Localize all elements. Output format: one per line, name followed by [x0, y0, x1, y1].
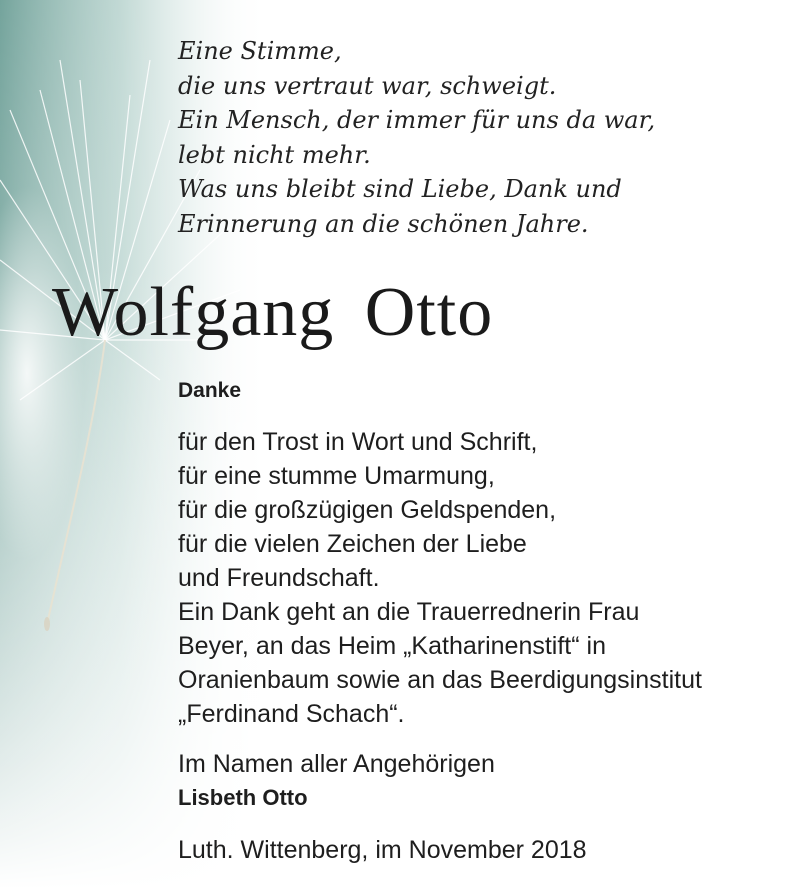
place-date: Luth. Wittenberg, im November 2018 [178, 836, 587, 864]
poem-line: Erinnerung an die schönen Jahre. [178, 209, 589, 238]
signature-intro: Im Namen aller Angehörigen [178, 750, 495, 778]
thanks-line: für eine stumme Umarmung, [178, 462, 495, 490]
thanks-heading: Danke [178, 379, 242, 402]
poem-line: lebt nicht mehr. [178, 140, 371, 169]
signature-block [178, 747, 702, 815]
thanks-line: und Freundschaft. [178, 564, 380, 592]
thanks-line: Beyer, an das Heim „Katharinenstift“ in [178, 632, 606, 660]
poem-line: die uns vertraut war, schweigt. [178, 71, 557, 100]
thanks-section [178, 376, 702, 867]
poem-line: Ein Mensch, der immer für uns da war, [178, 106, 656, 134]
thanks-text [178, 425, 702, 731]
thanks-line: Oranienbaum sowie an das Beerdigungsinstitut [178, 666, 702, 694]
poem-line: Was uns bleibt sind Liebe, Dank und [178, 175, 622, 203]
thanks-line: „Ferdinand Schach“. [178, 700, 405, 728]
deceased-name: Wolfgang Otto [52, 274, 494, 351]
thanks-line: Ein Dank geht an die Trauerrednerin Frau [178, 598, 640, 626]
thanks-line: für den Trost in Wort und Schrift, [178, 428, 538, 456]
thanks-line: für die vielen Zeichen der Liebe [178, 530, 527, 558]
poem-line: Eine Stimme, [178, 37, 342, 65]
memorial-poem [178, 34, 655, 241]
signer-name: Lisbeth Otto [178, 785, 308, 810]
thanks-line: für die großzügigen Geldspenden, [178, 496, 557, 524]
